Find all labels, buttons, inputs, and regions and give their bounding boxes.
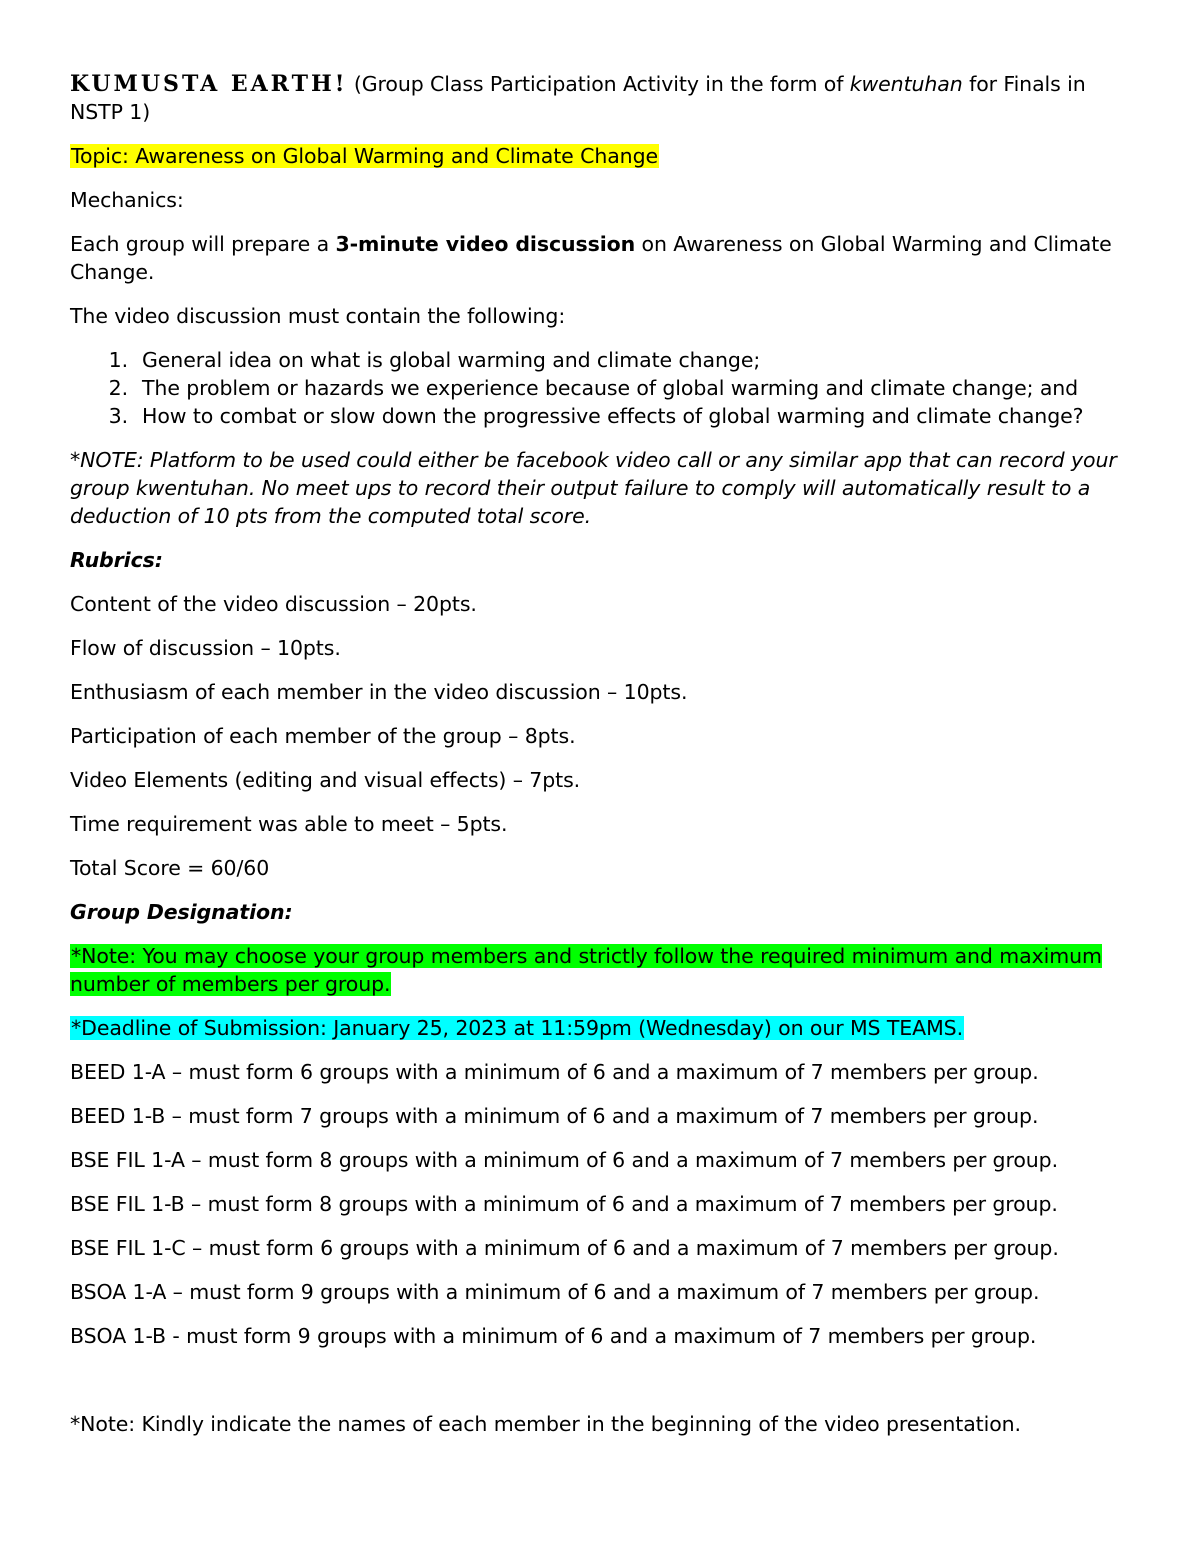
rubric-item: Flow of discussion – 10pts. [70,636,341,660]
rubric-item: Participation of each member of the group – 8pts. [70,724,576,748]
title-description-italic: kwentuhan [849,72,963,96]
topic-highlight: Topic: Awareness on Global Warming and Climate Change [71,144,658,168]
document-title [70,70,1130,126]
group-note-highlight: *Note: You may choose your group members and strictly follow the required minimum and maximum number of members per group. [70,944,1102,996]
platform-note: *NOTE: Platform to be used could either be facebook video call or any similar app that can record your group kwentuhan. No meet ups to record their output failure to comply will automatically result to a deduction of 10 pts from the computed total score. [70,448,1117,528]
group-item: BSE FIL 1-C – must form 6 groups with a minimum of 6 and a maximum of 7 members per group. [70,1236,1059,1260]
title-description-end: for Finals in NSTP 1) [70,72,1086,124]
title-description: (Group Class Participation Activity in the form of [347,72,850,96]
list-text: The problem or hazards we experience because of global warming and climate change; and [142,376,1079,400]
group-item: BEED 1-B – must form 7 groups with a minimum of 6 and a maximum of 7 members per group. [70,1104,1039,1128]
list-text: General idea on what is global warming and climate change; [142,348,761,372]
requirements-list [70,346,1130,430]
contain-label: The video discussion must contain the following: [70,304,566,328]
rubrics-heading: Rubrics: [70,548,163,572]
list-number: 1. [108,348,128,372]
total-score: Total Score = 60/60 [70,856,270,880]
deadline-highlight: *Deadline of Submission: January 25, 2023 at 11:59pm (Wednesday) on our MS TEAMS. [71,1016,963,1040]
list-number: 3. [108,404,128,428]
list-number: 2. [108,376,128,400]
group-item: BSOA 1-A – must form 9 groups with a minimum of 6 and a maximum of 7 members per group. [70,1280,1040,1304]
list-item [70,402,1130,430]
brand-title: KUMUSTA EARTH! [70,71,348,97]
intro-bold: 3-minute video discussion [335,232,636,256]
intro-text-end: on Awareness on Global Warming and Climate Change. [70,232,1112,284]
rubric-item: Enthusiasm of each member in the video discussion – 10pts. [70,680,688,704]
group-note [70,942,1130,998]
group-item: BSOA 1-B - must form 9 groups with a minimum of 6 and a maximum of 7 members per group. [70,1324,1037,1348]
list-item [70,374,1130,402]
intro-paragraph [70,230,1130,286]
group-item: BSE FIL 1-B – must form 8 groups with a minimum of 6 and a maximum of 7 members per group. [70,1192,1058,1216]
intro-text: Each group will prepare a [70,232,336,256]
group-item: BSE FIL 1-A – must form 8 groups with a minimum of 6 and a maximum of 7 members per group. [70,1148,1059,1172]
rubric-item: Video Elements (editing and visual effects) – 7pts. [70,768,581,792]
spacer [70,1366,1130,1410]
group-heading: Group Designation: [70,900,293,924]
list-item [70,346,1130,374]
group-item: BEED 1-A – must form 6 groups with a minimum of 6 and a maximum of 7 members per group. [70,1060,1039,1084]
topic-line [70,142,1130,170]
deadline-line [70,1014,1130,1042]
mechanics-label: Mechanics: [70,188,184,212]
rubric-item: Time requirement was able to meet – 5pts. [70,812,508,836]
rubric-item: Content of the video discussion – 20pts. [70,592,477,616]
list-text: How to combat or slow down the progressive effects of global warming and climate change? [142,404,1084,428]
document-page [70,70,1130,1438]
final-note: *Note: Kindly indicate the names of each member in the beginning of the video presentation. [70,1412,1021,1436]
